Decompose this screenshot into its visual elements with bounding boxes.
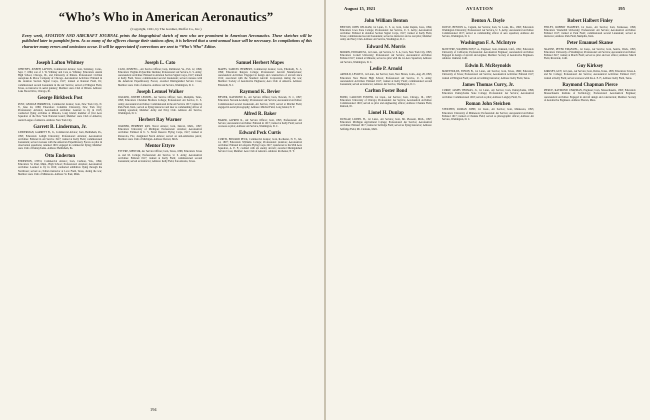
page-number: 194: [150, 407, 157, 412]
entry-text: McINTYRE, WASHINGTON F. A., Engineer; born, Oakland, Calif., 1891; Education: University of California; Professional: Aeronautical Engineer; Aeronautical Activities: Engaged in design of aircraft and engines; Member: Society of Automotive Engineers. Address: Oakland, Calif.: [442, 47, 534, 61]
entry: [340, 67, 432, 86]
entry-name: Otto Enderton: [45, 153, 75, 159]
entry: [442, 64, 534, 80]
entry-text: LINDERMAN, GARRETT B., Jr., Commercial Aviator; born, Bethlehem, Pa., 1895; Education: Lehigh University; Professional: Aviation; Aeronautical Activities: Enlisted in Air Service 1917; trained at Kelly Field; commissioned Lieutenant; served overseas with the American Expeditionary Forces as pilot in observation squadrons; returned 1919; engaged in commercial flying; Member: Aero Club of Pennsylvania. Address: Bethlehem, Pa.: [18, 131, 102, 151]
entry-text: FINLEY, ROBERT HALBERT, 1st Lieut., Air Service; born, Tennessee, 1896; Education: Vanderbilt University; Professional: Air Service; Aeronautical Activities: Enlisted 1917; trained at Park Field; commissioned second Lieutenant; served as instructor; Address: Park Field, Memphis, Tenn.: [544, 25, 636, 39]
entry: [18, 61, 102, 93]
page-title: “Who’s Who in American Aeronautics”: [58, 10, 274, 24]
running-head-date: August 15, 1921: [344, 6, 376, 11]
entry-text: STEICHEN, ROMAN JOHN, 1st Lieut., Air Service; born, Minnesota, 1895; Education: University of Minnesota; Professional: Air Service; Aeronautical Activities: Enlisted 1917; trained at Chanute Field; served as photographic officer; Address: Air Service, Washington, D. C.: [442, 108, 534, 121]
entry: [18, 125, 102, 151]
entry-name: Leslie P. Arnold: [369, 66, 403, 72]
entry-name: Joseph L. Cato: [144, 61, 176, 66]
entry: [118, 61, 202, 87]
right-column-1: [340, 16, 432, 400]
entry-name: Edward M. Morris: [366, 44, 406, 50]
entry: [442, 19, 534, 38]
entry-text: DOYLE, BENTON A., Captain, Air Service; born, St. Louis, Mo., 1893; Education: Washington University; Professional: Air Service, U. S. Army; Aeronautical Activities: Commissioned 1917; served as commanding officer of aero squadron; Address: Air Service, Washington, D. C.: [442, 25, 534, 39]
entry: [442, 41, 534, 60]
entry: [218, 112, 302, 128]
entry-text: McREYNOLDS, EDWIN B., 1st Lieut., Air Service; born, Texas, 1896; Education: University of Texas; Professional: Air Service; Aeronautical Activities: Enlisted 1917; trained at Ellington Field; served as bombing instructor; Address: Kelly Field, Texas.: [442, 70, 534, 80]
entry-name: Joseph Lafton Whitney: [36, 61, 84, 66]
left-page: [0, 0, 324, 420]
entry-text: ETTYRE, MENTOR, Air Service Officer; born, Texas, 1896; Education: Texas A. and M. College; Professional: Air Service, U. S. Army; Aeronautical Activities: Enlisted 1917; trained at Kelly Field; commissioned second Lieutenant; served as instructor; Address: Kelly Field, San Antonio, Texas.: [118, 150, 202, 164]
entry-name: Peter Emanuel Skanse: [566, 41, 613, 47]
entry-text: MORRIS, EDWARD M., 1st Lieut., Air Service, U. S. A.; born, New York City, 1895; Education: Cornell University; Professional: Air Service; Aeronautical Activities: Enlisted 1917; trained at Mineola; served as pilot with the 1st Aero Squadron; Address: Air Service, Washington, D. C.: [340, 51, 432, 64]
entry-text: ENDERTON, OTTO, Commercial Aviator; born, Cashton, Wis., 1894; Education: St. Paul, Minn., High School; Professional: Aviation; Aeronautical Activities: Learned to fly in 1916; conducted exhibition flying through the Northwest; served as civilian instructor at Love Field, Texas, during the war; Member: Aero Club of Minnesota. Address: St. Paul, Minn.: [18, 160, 102, 176]
entry-text: CATO, JOSEPH L., Air Service Officer; born, Richmond, Va., Feb. 12, 1896; Education: Virginia Polytechnic Institute; Professional: Air Service, U. S. Army; Aeronautical Activities: Enlisted in Aviation Section Signal Corps, 1917; trained at Kelly Field, Texas; commissioned second Lieutenant; served overseas with the American Expeditionary Forces; awarded Distinguished Service Cross; Member: Aero Club of America. Address: Air Service, Washington, D. C.: [118, 67, 202, 87]
entry-text: PIERCE, RAYMOND CHAPMAN, Engineer; born, Massachusetts, 1893; Education: Massachusetts Institute of Technology; Professional: Aeronautical Engineer; Aeronautical Activities: Engaged in aircraft design and construction; Member: Society of Automotive Engineers. Address: Boston, Mass.: [544, 89, 636, 102]
entry-name: Herbert Ray Warner: [138, 118, 182, 124]
left-column-3: [218, 58, 302, 388]
copyright-notice: (Copyright, 1921, by The Gardner, Moffat Co., Inc.): [130, 27, 202, 31]
entry: [218, 90, 302, 109]
entry-text: DUNLAP, LIONEL H., 1st Lieut., Air Service; born, Mt. Pleasant, Mich., 1897; Education: Michigan Agricultural College; Professional: Air Service; Aeronautical Activities: Enlisted 1917; trained at Selfridge Field; served as flying instructor; Address: Selfridge Field, Mt. Clemens, Mich.: [340, 117, 432, 131]
entry-text: BOND, CARLTON FOSTER, 1st Lieut., Air Service; born, Chicago, Ill., 1897; Education: University of Chicago; Professional: Air Service; Aeronautical Activities: Commissioned 1918; served as pilot and engineering officer; Address: Chanute Field, Rantoul, Ill.: [340, 95, 432, 109]
entry-name: Roman John Steichen: [465, 101, 511, 107]
entry-text: BEVIER, RAYMOND K., Air Service Officer; born, Newark, N. J., 1897; Education: Newark Academy; Professional: Air Service; Aeronautical Activities: Commissioned second Lieutenant, Air Service, 1918; served at Mitchel Field; engaged in aerial photography; Address: Mitchel Field, Long Island, N. Y.: [218, 96, 302, 109]
running-head-title: AVIATION: [466, 6, 494, 11]
entry-name: Benton A. Doyle: [471, 19, 505, 24]
entry: [118, 90, 202, 116]
entry: [544, 83, 636, 102]
entry-name: Alfred R. Baker: [243, 112, 277, 118]
entry-name: Raymond K. Bevier: [239, 89, 281, 95]
entry-name: Washington F. A. McIntyre: [460, 41, 516, 47]
entry-text: SKANSE, PETER EMANUEL, 1st Lieut., Air Service; born, Seattle, Wash., 1895; Education: University of Washington; Professional: Air Service; Aeronautical Activities: Enlisted 1917; trained at March Field; served as pilot and test officer; Address: March Field, Riverside, Calif.: [544, 47, 636, 61]
entry-name: Guy Kirksey: [576, 63, 604, 69]
entry-name: Mentor Ettyre: [145, 143, 175, 149]
entry: [442, 83, 534, 99]
entry-name: Garrett B. Linderman, Jr.: [33, 124, 87, 130]
right-column-3: [544, 16, 636, 400]
entry-name: Samuel Herbert Mapes: [236, 61, 284, 66]
page-number: 195: [618, 6, 625, 11]
entry-name: Carlton Foster Bond: [364, 89, 408, 95]
intro-paragraph: Every week, AVIATION AND AIRCRAFT JOURNAL prints the biographical sketch of men who are prominent in American Aeronautics. These sketches will be published later in pamphlet form. As so many of the officers change their stations often, it is believed that a semi-annual issue will be necessary. In compilations of this character many errors and omissions occur. It will be appreciated if corrections are sent to “Who’s Who” Editor.: [22, 33, 312, 49]
entry-name: Raymond Chapman Pierce: [562, 82, 618, 88]
entry: [544, 19, 636, 38]
entry-text: WARNER, HERBERT RAY, Naval Aviator; born, Detroit, Mich., 1897; Education: University of Michigan; Professional: Aviation; Aeronautical Activities: Enlisted in U. S. Naval Reserve Flying Corps, 1917; trained at Pensacola, Fla.; designated Naval Aviator; served on anti-submarine patrol; Member: Aero Club of Michigan. Address: Detroit, Mich.: [118, 124, 202, 141]
right-column-2: [442, 16, 534, 400]
entry-text: ARNOLD, LESLIE P., 1st Lieut., Air Service; born, New Haven, Conn., Aug. 28, 1893; Education: New Haven High School; Professional: Air Service, U. S. Army; Aeronautical Activities: Enlisted 1917; trained at Kelly Field; commissioned second Lieutenant; served as instructor; Address: Air Service, Washington, D. C.: [340, 73, 432, 86]
entry: [218, 61, 302, 87]
entry-name: Robert Halbert Finley: [567, 19, 613, 24]
entry-text: KIRKSEY, GUY, 1st Lieut., Air Service; born, Dallas, Texas, 1895; Education: Texas A. and M. College; Professional: Air Service; Aeronautical Activities: Enlisted 1917; trained at Kelly Field; served overseas with the A. E. F.; Address: Kelly Field, Texas.: [544, 70, 636, 80]
entry-name: Lionel H. Dunlap: [368, 111, 404, 117]
entry-text: POST, GEORGE BIRKBECK, Commercial Aviator; born, New York City, N. Y., June 24, 1889; Education: Columbia University, New York City; Professional: Aviation; Aeronautical Activities: Learned to fly in 1913; conducted flying activities at Mineola, Long Island; member of first Aero Squadron of the New York National Guard; Member: Aero Club of America; Aerial League of America. Address: New York City.: [18, 102, 102, 122]
entry-text: BENTON, JOHN WILLIAM, 1st Lieut., U. S. A.; born, Cedar Rapids, Iowa, 1894; Education: Iowa State College; Professional: Air Service, U. S. Army; Aeronautical Activities: Enlisted in Aviation Section Signal Corps, 1917; trained at Kelly Field, Texas; commissioned second Lieutenant; served as instructor and as test pilot; Member: Army and Navy Club. Address: Air Service, Washington, D. C.: [340, 25, 432, 42]
entry-name: Joseph Lemuel Walker: [136, 89, 184, 95]
entry-text: WHITNEY, JOSEPH LAFTON, Commercial Aviator; born, Salisbury, Conn., Sept. 7, 1894; son of J. W. Whitney and Cora A. Whitney. Education: Austin High School, Chicago, Ill., and University of Illinois. Professional: Civilian Aeroplane & Motor Company of Chicago. Aeronautical Activities: Enlisted in the Aviation Section Signal Corps, 1917; trained at Rantoul Field, Ill.; commissioned second Lieutenant in the Air Service; served at Ellington Field, Texas, as instructor in aerial gunnery; Member: Aero Club of Illinois. Address: Lake Shore Drive, Chicago, Ill.: [18, 67, 102, 93]
entry-text: WALKER, JOSEPH LEMUEL, Air Service Officer; born, Memphis, Tenn., 1893; Education: Christian Brothers College; Professional: Air Service, U. S. Army; Aeronautical Activities: Commissioned in the Air Service 1917; trained at Park Field, Tenn.; served as flying instructor and later as commanding officer of training squadron; Member: Army and Navy Club. Address: Air Service, Washington, D. C.: [118, 96, 202, 116]
entry-text: CURTIS, EDWARD PECK, Commercial Aviator; born, Rochester, N. Y., Jan. 14, 1897; Education: Williams College; Professional: Aviation; Aeronautical Activities: Enlisted in Lafayette Flying Corps 1917; transferred to the 95th Aero Squadron, A. E. F.; credited with six enemy aircraft; awarded Distinguished Service Cross; Member: Aero Club of America. Address: Rochester, N. Y.: [218, 137, 302, 154]
entry-text: MAPES, SAMUEL HERBERT, Commercial Aviator; born, Elizabeth, N. J., 1890; Education: Rutgers College; Professional: Aircraft Manufacturer; Aeronautical Activities: Engaged in design and construction of aircraft since 1912; associated with the Standard Aircraft Corporation during the war; Member: Society of Automotive Engineers; Aero Club of America. Address: Elizabeth, N. J.: [218, 67, 302, 87]
right-page: [326, 0, 650, 420]
entry: [544, 64, 636, 80]
entry: [18, 154, 102, 177]
entry-name: Edwin B. McReynolds: [465, 63, 511, 69]
entry: [218, 131, 302, 154]
entry: [442, 102, 534, 121]
left-column-2: [118, 58, 202, 388]
entry: [340, 89, 432, 108]
entry-name: George Birkbeck Post: [37, 96, 83, 102]
entry-text: CURRY, JAMES THOMAS, Jr., 1st Lieut., Air Service; born, Pennsylvania, 1896; Education: Pennsylvania State College; Professional: Air Service; Aeronautical Activities: Commissioned 1918; served as pilot; Address: Langley Field, Va.: [442, 89, 534, 99]
entry-text: BAKER, ALFRED R., Air Service Officer; born, 1895; Professional: Air Service; Aeronautical Activities: Enlisted in 1917; trained at Kelly Field; served overseas as pilot; Address: Air Service, Washington, D. C.: [218, 118, 302, 128]
entry: [340, 45, 432, 64]
left-column-1: [18, 58, 102, 388]
entry: [118, 118, 202, 141]
entry-name: James Thomas Curry, Jr.: [462, 82, 514, 88]
entry-name: Edward Peck Curtis: [239, 131, 281, 137]
entry: [340, 111, 432, 130]
entry: [340, 19, 432, 42]
entry: [544, 41, 636, 60]
entry-name: John William Benton: [364, 19, 408, 24]
entry: [118, 144, 202, 163]
entry: [18, 96, 102, 122]
